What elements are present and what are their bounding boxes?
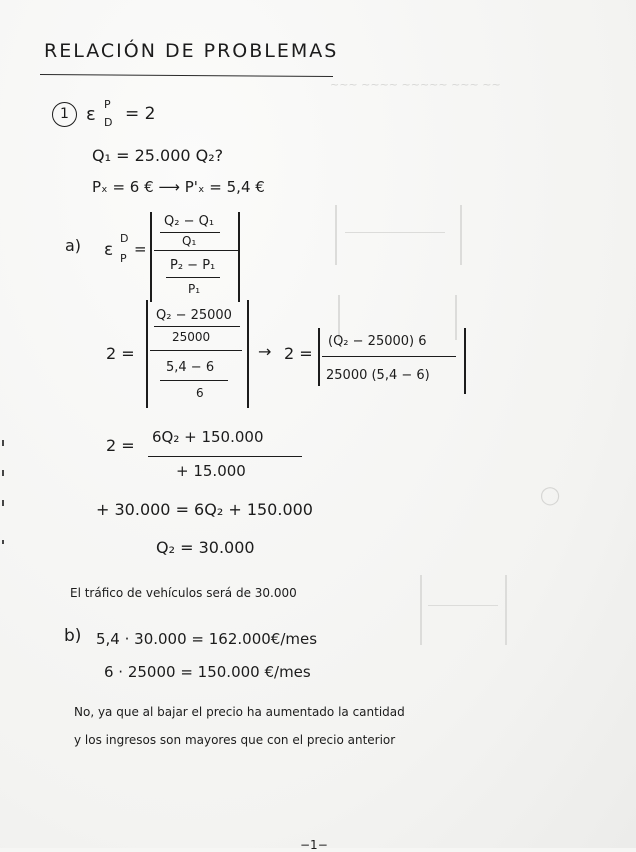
- step2-rhs-num: (Q₂ − 25000) 6: [328, 334, 427, 349]
- fraction-line: [166, 277, 220, 278]
- fraction-line: [154, 326, 240, 327]
- step2-den-top: 5,4 − 6: [166, 360, 215, 375]
- formula-num-bottom: Q₁: [182, 234, 197, 248]
- part-a-label: a): [65, 236, 82, 255]
- bleed-through-mark: [345, 232, 445, 233]
- step3-den: + 15.000: [176, 462, 246, 480]
- bleed-through-circle: ◯: [540, 485, 561, 506]
- answer-line-2: y los ingresos son mayores que con el precio anterior: [74, 733, 396, 747]
- binding-mark: [2, 500, 4, 506]
- main-fraction-line: [154, 250, 238, 251]
- step5-result: Q₂ = 30.000: [156, 538, 255, 557]
- fraction-line: [322, 356, 456, 357]
- abs-bar-right: [238, 212, 240, 302]
- step4: + 30.000 = 6Q₂ + 150.000: [96, 500, 313, 519]
- step2-num-top: Q₂ − 25000: [156, 308, 232, 323]
- main-fraction-line: [150, 350, 242, 351]
- abs-bar-left: [150, 212, 152, 302]
- step3-lhs: 2 =: [106, 436, 135, 455]
- revenue-new: 5,4 · 30.000 = 162.000€/mes: [96, 630, 318, 648]
- bleed-through-mark: [428, 605, 498, 606]
- step2-num-bottom: 25000: [172, 330, 211, 344]
- abs-bar-right: [464, 328, 466, 394]
- bleed-through-text: ~~~ ~~~~ ~~~~~ ~~~ ~~: [330, 78, 501, 91]
- bleed-through-mark: [505, 575, 507, 645]
- abs-bar-left: [318, 328, 320, 386]
- formula-equals: =: [134, 240, 147, 258]
- problem-number-circle: 1: [52, 102, 77, 127]
- fraction-line: [148, 456, 302, 457]
- step2-rhs-lhs: 2 =: [284, 344, 313, 363]
- formula-epsilon: ε: [104, 240, 114, 260]
- formula-subscript: P: [120, 252, 127, 265]
- binding-mark: [2, 440, 4, 446]
- elasticity-subscript: D: [104, 116, 113, 129]
- elasticity-symbol: ε: [86, 104, 96, 125]
- step2-lhs: 2 =: [106, 344, 135, 363]
- page-number: −1−: [300, 838, 328, 852]
- abs-bar-left: [146, 300, 148, 408]
- formula-num-top: Q₂ − Q₁: [164, 214, 215, 229]
- title-underline: [40, 74, 333, 77]
- fraction-line: [160, 232, 220, 233]
- bleed-through-mark: [460, 205, 462, 265]
- step2-rhs-den: 25000 (5,4 − 6): [326, 368, 430, 383]
- fraction-line: [160, 380, 228, 381]
- part-b-label: b): [64, 626, 82, 646]
- bleed-through-mark: [455, 295, 457, 340]
- page-title: RELACIÓN DE PROBLEMAS: [44, 40, 339, 62]
- elasticity-superscript: P: [104, 98, 111, 111]
- answer-line-1: No, ya que al bajar el precio ha aumentado la cantidad: [74, 705, 405, 719]
- part-a-conclusion: El tráfico de vehículos será de 30.000: [70, 586, 297, 600]
- step2-arrow: →: [258, 342, 272, 361]
- step2-den-bottom: 6: [196, 386, 204, 400]
- step3-num: 6Q₂ + 150.000: [152, 428, 264, 446]
- formula-den-bottom: P₁: [188, 282, 201, 296]
- quantity-line: Q₁ = 25.000 Q₂?: [92, 146, 224, 165]
- elasticity-value: = 2: [125, 104, 156, 124]
- formula-superscript: D: [120, 232, 129, 245]
- bleed-through-mark: [335, 205, 337, 265]
- formula-den-top: P₂ − P₁: [170, 258, 216, 273]
- price-line: Pₓ = 6 € ⟶ P'ₓ = 5,4 €: [92, 178, 265, 196]
- binding-mark: [2, 540, 4, 544]
- abs-bar-right: [247, 300, 249, 408]
- bleed-through-mark: [420, 575, 422, 645]
- binding-mark: [2, 470, 4, 476]
- revenue-old: 6 · 25000 = 150.000 €/mes: [104, 663, 311, 681]
